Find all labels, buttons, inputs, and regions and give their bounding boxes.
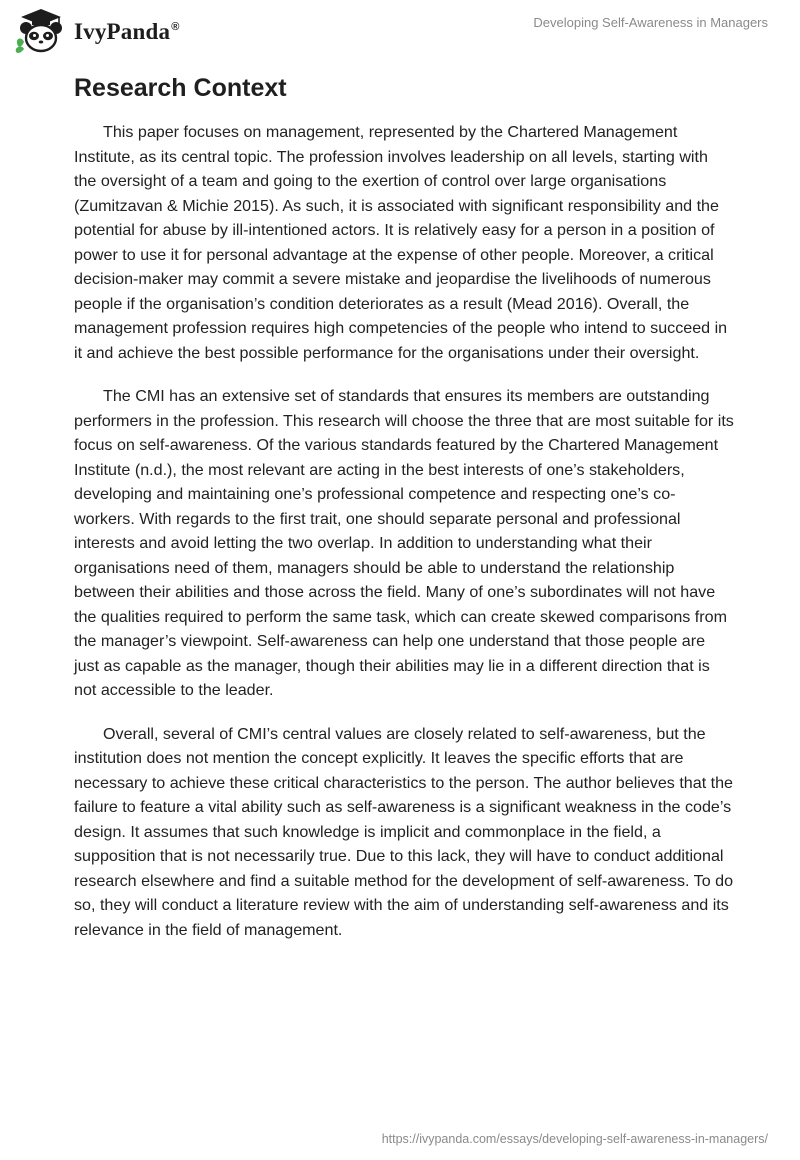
brand-name-text: IvyPanda — [74, 19, 171, 44]
article-body — [74, 72, 734, 961]
paragraph-1: This paper focuses on management, represented by the Chartered Management Institute, as its central topic. The profession involves leadership on all levels, starting with the oversight of a team and going to the exertion of control over large organisations (Zumitzavan & Michie 2015). As such, it is associated with significant responsibility and the potential for abuse by ill-intentioned actors. It is relatively easy for a person in a position of power to use it for personal advantage at the expense of other people. Moreover, a critical decision-maker may commit a severe mistake and jeopardise the livelihoods of numerous people if the organisation’s condition deteriorates as a result (Mead 2016). Overall, the management profession requires high competencies of the people who intend to succeed in it and achieve the best possible performance for the organisations under their oversight. — [74, 123, 728, 362]
page-header — [0, 0, 800, 60]
paragraph-3: Overall, several of CMI’s central values are closely related to self-awareness, but the institution does not mention the concept explicitly. It leaves the specific efforts that are necessary to achieve these critical characteristics to the person. The author believes that the failure to feature a vital ability such as self-awareness is a significant weakness in the code’s design. It assumes that such knowledge is implicit and commonplace in the field, a supposition that is not necessarily true. Due to this lack, they will have to conduct additional research elsewhere and find a suitable method for the development of self-awareness. To do so, they will conduct a literature review with the aim of understanding self-awareness and its relevance in the field of management. — [74, 724, 734, 939]
brand-name — [74, 19, 180, 45]
panda-logo-icon — [14, 8, 68, 54]
paragraph-2: The CMI has an extensive set of standards that ensures its members are outstanding performers in the profession. This research will choose the three that are most suitable for its focus on self-awareness. Of the various standards featured by the Chartered Management Institute (n.d.), the most relevant are acting in the best interests of one’s stakeholders, developing and maintaining one’s professional competence and respecting one’s co-workers. With regards to the first trait, one should separate personal and professional interests and avoid letting the two overlap. In addition to understanding what their organisations need of them, managers should be able to understand the relationship between their abilities and those across the field. Many of one’s subordinates will not have the qualities required to perform the same task, which can create skewed comparisons from the manager’s viewpoint. Self-awareness can help one understand that those people are just as capable as the manager, though their abilities may lie in a different direction that is not accessible to the leader. — [74, 387, 734, 699]
registered-mark: ® — [171, 21, 180, 34]
source-url-link[interactable]: https://ivypanda.com/essays/developing-self-awareness-in-managers/ — [381, 1132, 768, 1146]
document-title: Developing Self-Awareness in Managers — [533, 15, 768, 30]
ivypanda-logo[interactable] — [14, 8, 180, 54]
section-heading: Research Context — [74, 74, 287, 102]
